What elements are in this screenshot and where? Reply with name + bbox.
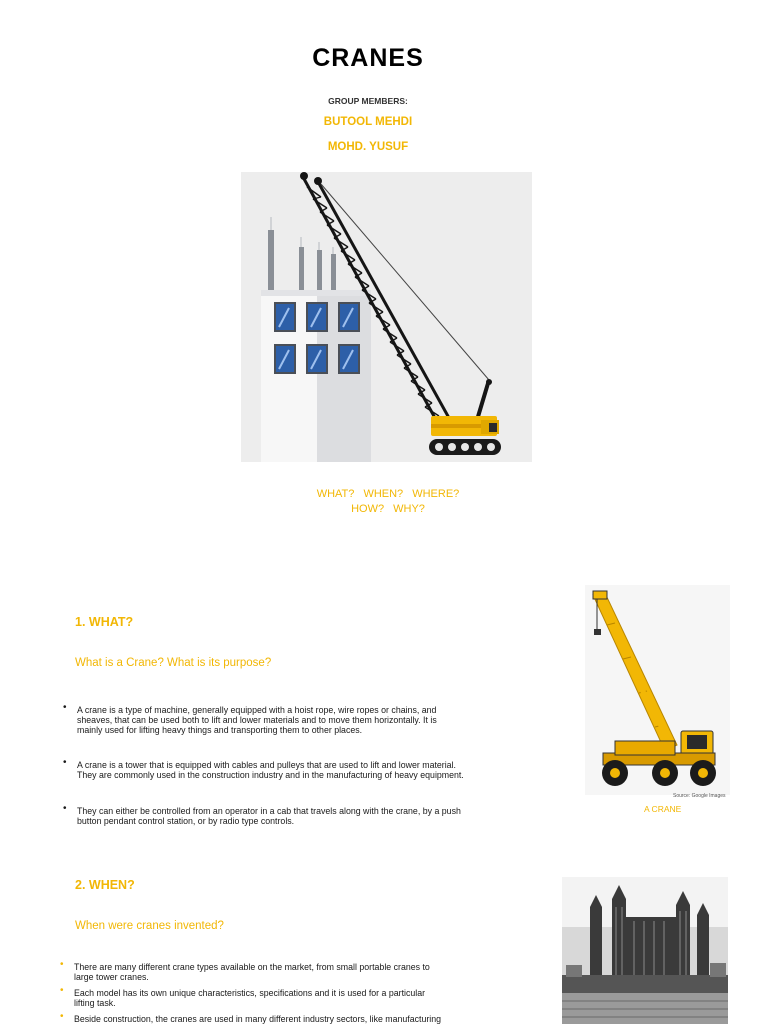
- bullet-line: There are many different crane types available on the market, from small portable cranes to: [74, 962, 430, 972]
- what-bullet-1: [63, 702, 437, 735]
- bullet-line: large tower cranes.: [74, 972, 149, 982]
- section-when-question: When were cranes invented?: [75, 920, 224, 932]
- bullet-line: sheaves, that can be used both to lift and lower materials and to move them horizontally. It is: [77, 715, 437, 725]
- bullet-line: They can either be controlled from an operator in a cab that travels along with the crane, by a push: [77, 806, 461, 816]
- when-bullet-2: [60, 985, 426, 1008]
- when-bullet-1: [60, 959, 430, 982]
- group-members-label: GROUP MEMBERS:: [328, 96, 408, 106]
- bullet-dot-icon: •: [60, 1011, 64, 1022]
- section-what-question: What is a Crane? What is its purpose?: [75, 657, 272, 669]
- cathedral-crane-engraving: [562, 877, 728, 1024]
- questions-line-1: WHAT? WHEN? WHERE?: [316, 488, 460, 500]
- image-caption: A CRANE: [644, 804, 682, 814]
- bullet-line: They are commonly used in the construction industry and in the manufacturing of heavy equipment.: [77, 770, 464, 780]
- what-bullet-2: [63, 757, 464, 780]
- bullet-line: Each model has its own unique characteristics, specifications and it is used for a particular: [74, 988, 426, 998]
- what-bullet-3: [63, 803, 461, 826]
- page-title: CRANES: [312, 44, 424, 72]
- bullet-line: lifting task.: [74, 998, 116, 1008]
- section-when-heading: 2. WHEN?: [75, 878, 135, 892]
- bullet-dot-icon: •: [63, 702, 67, 713]
- bullet-line: mainly used for lifting heavy things and transporting them to other places.: [77, 725, 363, 735]
- when-bullet-3: [60, 1011, 442, 1024]
- bullet-line: Beside construction, the cranes are used in many different industry sectors, like manufacturing: [74, 1014, 442, 1024]
- bullet-dot-icon: •: [63, 803, 67, 814]
- image-source-credit: Source: Google Images: [673, 793, 726, 799]
- questions-line-2: HOW? WHY?: [351, 503, 425, 515]
- bullet-dot-icon: •: [60, 985, 64, 996]
- bullet-line: A crane is a tower that is equipped with cables and pulleys that are used to lift and lower material.: [77, 760, 456, 770]
- bullet-line: button pendant control station, or by radio type controls.: [77, 816, 295, 826]
- bullet-dot-icon: •: [60, 959, 64, 970]
- section-what-heading: 1. WHAT?: [75, 615, 134, 629]
- bullet-dot-icon: •: [63, 757, 67, 768]
- crawler-crane-illustration: [241, 172, 532, 462]
- mobile-crane-photo: [585, 585, 730, 795]
- member-name-2: MOHD. YUSUF: [327, 141, 409, 153]
- bullet-line: A crane is a type of machine, generally equipped with a hoist rope, wire ropes or chains, and: [77, 705, 437, 715]
- member-name-1: BUTOOL MEHDI: [323, 116, 413, 128]
